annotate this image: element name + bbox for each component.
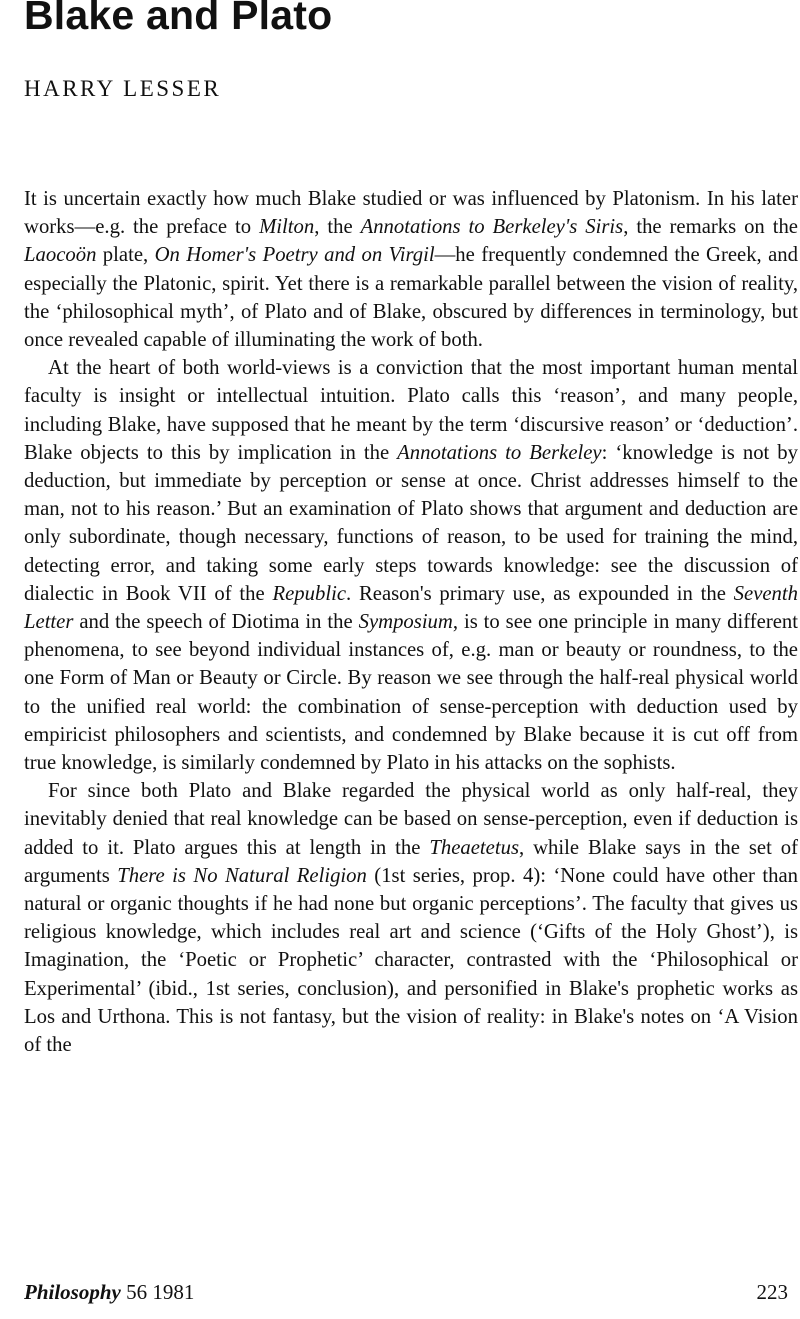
- text-run: (1st series, prop. 4): ‘None could have other than natural or organic thoughts if he had none but organic perceptions’. The faculty that gives us religious knowledge, which includes real art and science (‘Gifts of the Holy Ghost’), is Imagination, the ‘Poetic or Prophetic’ character, contrasted with the ‘Philosophical or Experimental’ (ibid., 1st series, conclusion), and personified in Blake's prophetic works as Los and Urthona. This is not fantasy, but the vision of reality: in Blake's notes on ‘A Vision of the: [24, 864, 798, 1057]
- italic-text: Republic: [272, 582, 347, 605]
- italic-text: Annotations to Berkeley's Siris: [360, 216, 624, 239]
- italic-text: There is No Natural Religion: [117, 864, 367, 887]
- text-run: It is uncertain exactly how much Blake studied or was influenced by Platonism. In his later works—e.g. the preface to: [24, 188, 798, 239]
- text-run: —he frequently condemned the Greek, and especially the Platonic, spirit. Yet there is a remarkable parallel between the vision of reality, the ‘philosophical myth’, of Plato and of Blake, obscured by differences in terminology, but once revealed capable of illuminating the work of both.: [24, 244, 798, 352]
- italic-text: Theaetetus: [429, 836, 519, 859]
- text-run: . Reason's primary use, as expounded in the: [346, 582, 734, 605]
- text-run: , the: [314, 216, 361, 239]
- text-run: and the speech of Diotima in the: [73, 611, 359, 634]
- text-run: plate,: [96, 244, 155, 267]
- italic-text: Laocoön: [24, 244, 97, 267]
- journal-name: Philosophy: [24, 1280, 121, 1304]
- text-run: , is to see one principle in many different phenomena, to see beyond individual instances of, e.g. man or beauty or roundness, to the one Form of Man or Beauty or Circle. By reason we see through the half-real physical world to the unified real world: the combination of sense-perception with deduction used by empiricist philosophers and scientists, and condemned by Blake because it is cut off from true knowledge, is similarly condemned by Plato in his attacks on the sophists.: [24, 611, 798, 775]
- italic-text: On Homer's Poetry and on Virgil: [154, 244, 435, 267]
- paragraph-3: [24, 777, 798, 1059]
- article-body: [24, 185, 798, 1059]
- text-run: For since both Plato and Blake regarded the physical world as only half-real, they inevitably denied that real knowledge can be based on sense-perception, even if deduction is added to it. Plato argues this at length in the: [24, 780, 798, 859]
- author-name: HARRY LESSER: [24, 76, 222, 101]
- italic-text: Annotations to Berkeley: [397, 441, 602, 464]
- text-run: : ‘knowledge is not by deduction, but immediate by perception or sense at once. Christ addresses himself to the man, not to his reason.’ But an examination of Plato shows that argument and deduction are only subordinate, though necessary, functions of reason, to be used for training the mind, detecting error, and taking some early steps towards knowledge: see the discussion of dialectic in Book VII of the: [24, 441, 798, 605]
- paragraph-2: [24, 354, 798, 777]
- page-number: 223: [756, 1280, 788, 1304]
- text-run: , the remarks on the: [623, 216, 798, 239]
- italic-text: Symposium: [358, 611, 453, 634]
- italic-text: Milton: [259, 216, 315, 239]
- journal-citation: [24, 1280, 194, 1305]
- text-run: , while Blake says in the set of arguments: [24, 836, 799, 887]
- italic-text: Seventh Letter: [24, 582, 798, 634]
- journal-volume-year: 56 1981: [120, 1280, 195, 1304]
- paragraph-1: [24, 185, 798, 354]
- article-title: Blake and Plato: [24, 0, 333, 38]
- text-run: At the heart of both world-views is a conviction that the most important human mental faculty is insight or intellectual intuition. Plato calls this ‘reason’, and many people, including Blake, have supposed that he meant by the term ‘discursive reason’ or ‘deduction’. Blake objects to this by implication in the: [24, 357, 798, 464]
